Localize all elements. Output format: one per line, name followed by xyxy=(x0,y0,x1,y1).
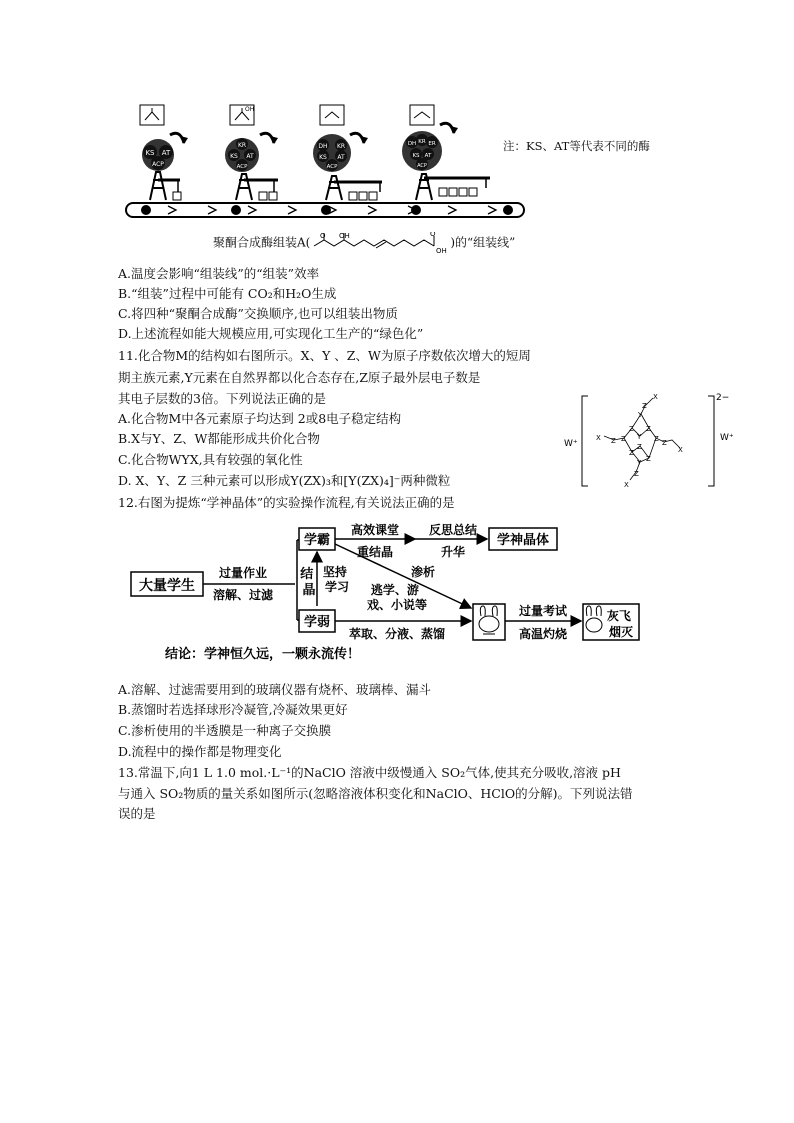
o-label: O xyxy=(320,232,326,240)
charge-label: 2− xyxy=(716,393,730,403)
q11-stem-line-3: 其电子层数的3倍。下列说法正确的是 xyxy=(118,391,326,406)
enzyme-label: KS xyxy=(145,149,155,157)
enzyme-label: AT xyxy=(246,153,254,160)
enzyme-label: KS xyxy=(230,153,238,160)
atom-z: Z xyxy=(662,439,667,447)
crystal-char-1: 结 xyxy=(300,567,314,582)
enzyme-label: KS xyxy=(412,153,420,159)
o-label: O xyxy=(430,232,436,238)
caption-prefix: 聚酮合成酶组装A( xyxy=(213,235,311,250)
crystal-char-2: 晶 xyxy=(302,583,316,598)
atom-z: Z xyxy=(654,435,659,443)
enzyme-label: DH xyxy=(407,141,417,147)
compound-m-structure xyxy=(560,388,775,493)
atom-x: X xyxy=(596,434,601,442)
skip-label xyxy=(367,582,427,612)
cation-left: W⁺ xyxy=(564,439,578,449)
end-bottom-line-1: 灰飞 xyxy=(606,609,631,623)
enzyme-label: ER xyxy=(428,141,436,147)
enzyme-label: ACP xyxy=(417,163,427,169)
top-label-top: 高效课堂 xyxy=(350,523,400,537)
q13-stem-line-1: 13.常温下,向1 L 1.0 mol.·L⁻¹的NaClO 溶液中级慢通入 SO₂气体,使其充分吸收,溶液 pH xyxy=(118,765,621,780)
q11-stem-line-2: 期主族元素,Y元素在自然界都以化合态存在,Z原子最外层电子数是 xyxy=(118,370,481,385)
station-3 xyxy=(313,105,382,200)
enzyme-label: AT xyxy=(161,149,171,157)
enzyme-label: DH xyxy=(318,143,328,150)
enzyme-label: KR xyxy=(418,139,426,145)
atom-x: X xyxy=(653,393,658,401)
atom-z: Z xyxy=(611,437,616,445)
q11-option-c: C.化合物WYX,具有较强的氧化性 xyxy=(118,452,303,467)
caption-suffix: )的“组装线” xyxy=(450,235,516,250)
atom-z: Z xyxy=(642,402,647,410)
q12-stem: 12.右图为提炼“学神晶体”的实验操作流程,有关说法正确的是 xyxy=(118,495,455,510)
q12-option-b: B.蒸馏时若选择球形冷凝管,冷凝效果更好 xyxy=(118,702,348,717)
atom-z: Z xyxy=(629,425,634,433)
top-node-label: 学霸 xyxy=(303,533,331,548)
flowchart-figure xyxy=(125,520,645,668)
q10-option-b: B.“组装”过程中可能有 CO₂和H₂O生成 xyxy=(118,286,337,301)
atom-x: X xyxy=(678,446,683,454)
skip-line-2: 戏、小说等 xyxy=(366,598,428,612)
atom-x: X xyxy=(624,481,629,489)
station-4 xyxy=(402,105,490,200)
oh-label: OH xyxy=(339,232,351,240)
enzyme-label: ACP xyxy=(326,164,338,170)
enzyme-label: AT xyxy=(424,153,432,159)
oh-label: OH xyxy=(245,106,255,113)
enzyme-label: ACP xyxy=(236,164,248,170)
atom-z: Z xyxy=(646,425,651,433)
atom-z: Z xyxy=(629,449,634,457)
top-label-bottom: 重结晶 xyxy=(356,545,394,559)
q10-option-d: D.上述流程如能大规模应用,可实现化工生产的“绿色化” xyxy=(118,326,424,341)
skip-line-1: 逃学、游 xyxy=(370,583,419,597)
enzyme-label: ACP xyxy=(152,161,164,168)
rabbit-icon-box xyxy=(473,604,505,640)
station-2 xyxy=(225,105,278,200)
end-top-label: 学神晶体 xyxy=(496,533,550,548)
q12-option-a: A.溶解、过滤需要用到的玻璃仪器有烧杯、玻璃棒、漏斗 xyxy=(118,682,432,697)
enzyme-label: KS xyxy=(319,154,327,161)
atom-z: Z xyxy=(637,443,642,451)
conclusion: 结论：学神恒久远，一颗永流传！ xyxy=(165,647,361,662)
cation-right: W⁺ xyxy=(720,433,734,443)
top2-label-bottom: 升华 xyxy=(440,545,466,559)
atom-y: Y xyxy=(637,433,642,441)
enzyme-label: KR xyxy=(336,143,346,150)
q11-option-b: B.X与Y、Z、W都能形成共价化合物 xyxy=(118,431,320,446)
exam-top-label: 过量考试 xyxy=(518,604,568,618)
molecule-a-structure xyxy=(310,232,450,254)
q12-option-c: C.渗析使用的半透膜是一种离子交换膜 xyxy=(118,723,332,738)
figure-note: 注：KS、AT等代表不同的酶 xyxy=(503,139,650,153)
enzyme-label: AT xyxy=(337,154,345,161)
persist-line-2: 学习 xyxy=(324,580,350,594)
atom-z: Z xyxy=(634,470,639,478)
q10-option-c: C.将四种“聚酮合成酶”交换顺序,也可以组装出物质 xyxy=(118,306,398,321)
persist-line-1: 坚持 xyxy=(322,565,347,579)
crystal-label xyxy=(300,566,318,598)
q11-option-d: D. X、Y、Z 三种元素可以形成Y(ZX)₃和[Y(ZX)₄]⁻两种微粒 xyxy=(118,473,451,488)
station-1 xyxy=(140,105,188,200)
start-label: 大量学生 xyxy=(139,578,195,594)
q11-stem-line-1: 11.化合物M的结构如右图所示。X、Y 、Z、W为原子序数依次增大的短周 xyxy=(118,348,531,363)
assembly-line-figure xyxy=(118,100,533,230)
q11-option-a: A.化合物M中各元素原子均达到 2或8电子稳定结构 xyxy=(118,411,402,426)
enzyme-label: KR xyxy=(237,142,247,149)
bottom-node-label: 学弱 xyxy=(303,615,331,630)
persist-label xyxy=(323,564,351,594)
oh-label: OH xyxy=(436,247,448,254)
step1-bottom-label: 溶解、过滤 xyxy=(212,588,274,602)
bottom-label: 萃取、分液、蒸馏 xyxy=(348,627,446,641)
atom-y: Y xyxy=(637,459,642,467)
dialysis-label: 渗析 xyxy=(410,565,436,579)
exam-bottom-label: 高温灼烧 xyxy=(518,627,568,641)
atom-z: Z xyxy=(646,455,651,463)
figure-caption xyxy=(213,232,515,254)
q13-stem-line-3: 误的是 xyxy=(118,806,156,821)
atom-y: Y xyxy=(638,411,643,419)
top2-label-top: 反思总结 xyxy=(428,523,478,537)
step1-top-label: 过量作业 xyxy=(218,566,268,580)
q12-option-d: D.流程中的操作都是物理变化 xyxy=(118,744,282,759)
end-bottom-line-2: 烟灭 xyxy=(608,625,634,639)
atom-z: Z xyxy=(621,435,626,443)
q10-option-a: A.温度会影响“组装线”的“组装”效率 xyxy=(118,266,320,281)
q13-stem-line-2: 与通入 SO₂物质的量关系如图所示(忽略溶液体积变化和NaClO、HClO的分解)。下列说法错 xyxy=(118,786,633,801)
